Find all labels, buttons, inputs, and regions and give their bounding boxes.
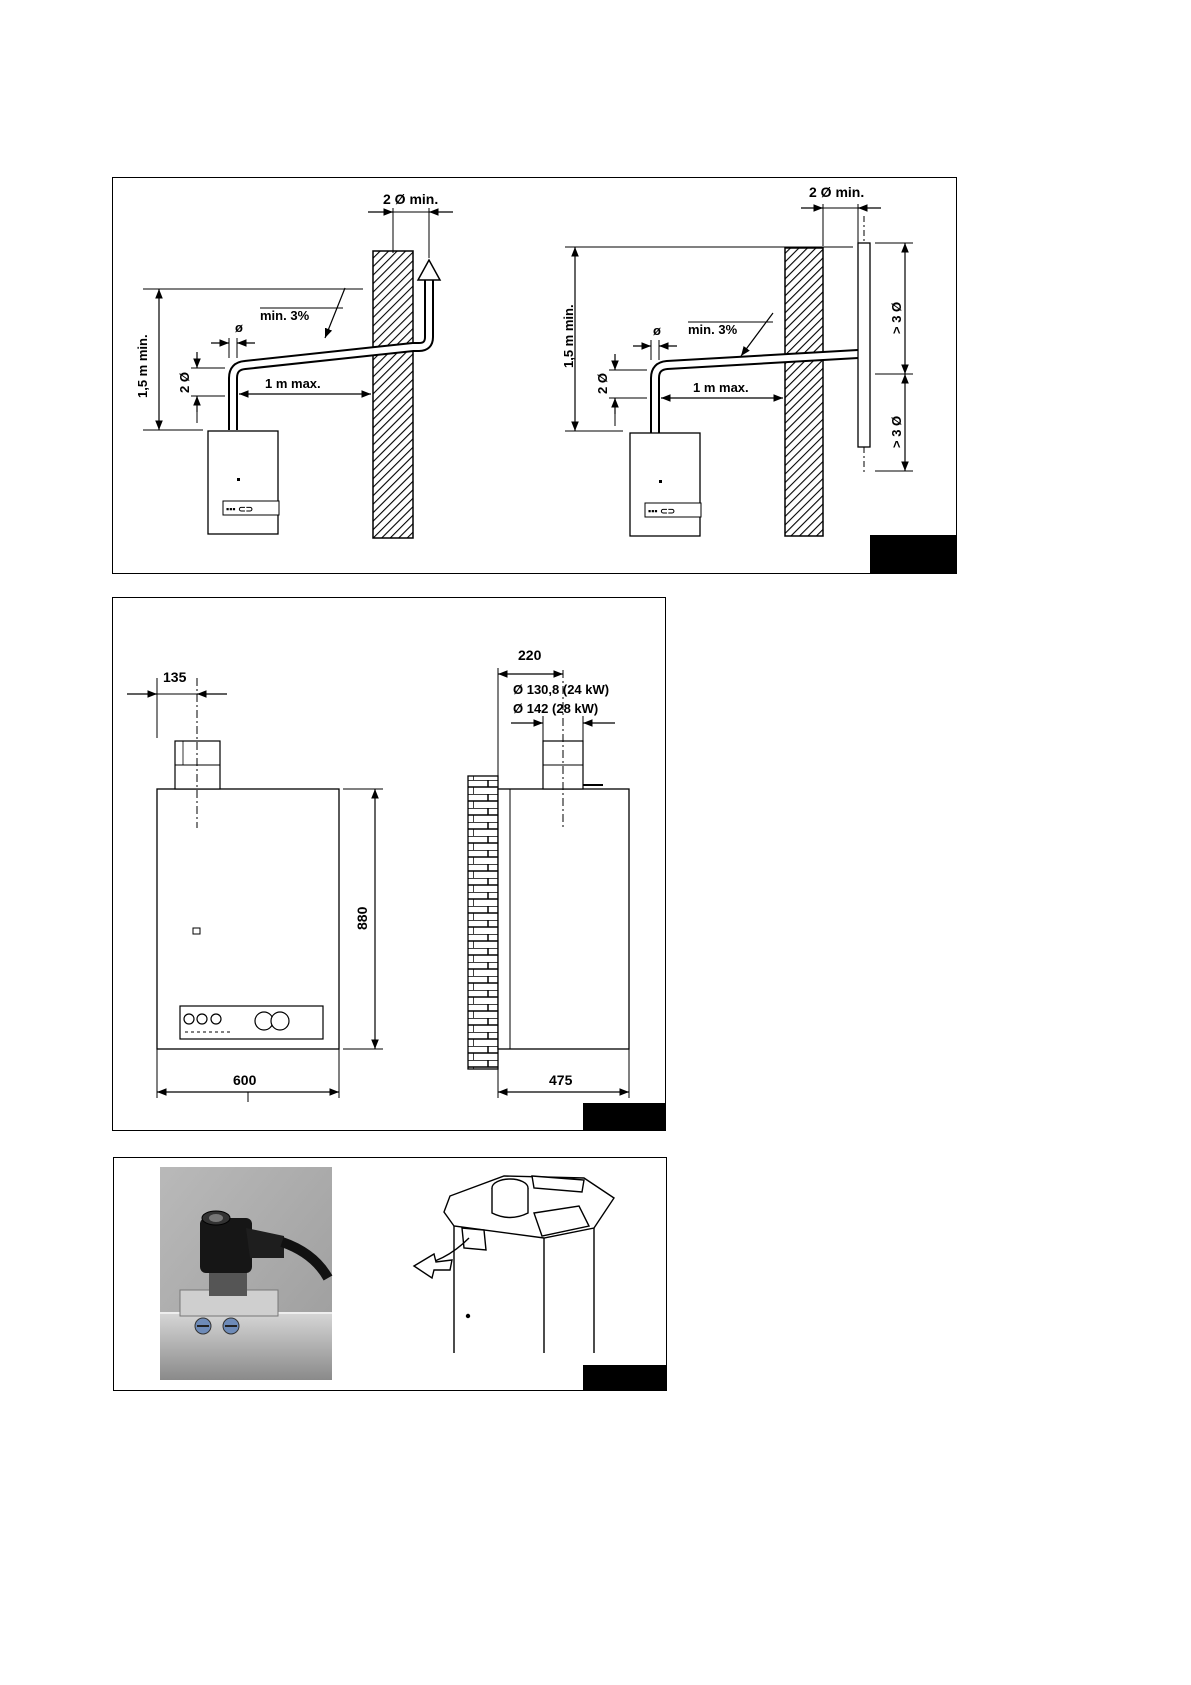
- svg-text:▪▪▪ ⊂⊃: ▪▪▪ ⊂⊃: [648, 506, 676, 516]
- dim-880: 880: [354, 906, 370, 930]
- side-view: [468, 647, 629, 1098]
- dim-d24: Ø 130,8 (24 kW): [513, 682, 610, 697]
- dimension-diagram: [113, 598, 667, 1132]
- label-slope-right: min. 3%: [688, 322, 738, 337]
- label-height-min-left: 1,5 m min.: [135, 334, 150, 398]
- boiler-top-drawing: [414, 1176, 614, 1353]
- terminal-cap-left: [418, 260, 440, 280]
- dim-135: 135: [163, 669, 187, 685]
- right-diagram: [561, 184, 913, 536]
- label-3d-lower: > 3 Ø: [889, 415, 904, 448]
- label-length-max-right: 1 m max.: [693, 380, 749, 395]
- figure-number-box: [583, 1103, 665, 1130]
- label-height-min-right: 1,5 m min.: [561, 304, 576, 368]
- left-diagram: [135, 191, 453, 538]
- brick-wall: [468, 776, 498, 1069]
- label-2d-right: 2 Ø: [595, 373, 610, 394]
- figure-boiler-dimensions: [112, 597, 666, 1131]
- photo-electrical-connector: [160, 1167, 332, 1380]
- label-diameter-left: ø: [235, 320, 243, 335]
- boiler-left: [208, 431, 278, 534]
- connection-diagram: [114, 1158, 668, 1392]
- vertical-flue-right: [858, 243, 870, 447]
- figure-number-box: [870, 535, 956, 573]
- svg-text:▪▪▪ ⊂⊃: ▪▪▪ ⊂⊃: [226, 504, 254, 514]
- front-view: [127, 669, 383, 1102]
- label-length-max-left: 1 m max.: [265, 376, 321, 391]
- dim-600: 600: [233, 1072, 257, 1088]
- label-diameter-right: ø: [653, 323, 661, 338]
- figure-flue-installation: [112, 177, 957, 574]
- wall-right: [785, 248, 823, 536]
- boiler-side: [498, 789, 629, 1049]
- dim-220: 220: [518, 647, 542, 663]
- figure-number-box: [583, 1365, 666, 1390]
- dim-475: 475: [549, 1072, 573, 1088]
- figure-electrical-connection: [113, 1157, 667, 1391]
- flue-diagram: [113, 178, 958, 575]
- wall-left: [373, 251, 413, 538]
- label-2d-min-right: 2 Ø min.: [809, 184, 865, 200]
- boiler-right: [630, 433, 700, 536]
- label-3d-upper: > 3 Ø: [889, 301, 904, 334]
- label-2d-min-left: 2 Ø min.: [383, 191, 439, 207]
- label-slope-left: min. 3%: [260, 308, 310, 323]
- label-2d-left: 2 Ø: [177, 372, 192, 393]
- dim-d28: Ø 142 (28 kW): [513, 701, 599, 716]
